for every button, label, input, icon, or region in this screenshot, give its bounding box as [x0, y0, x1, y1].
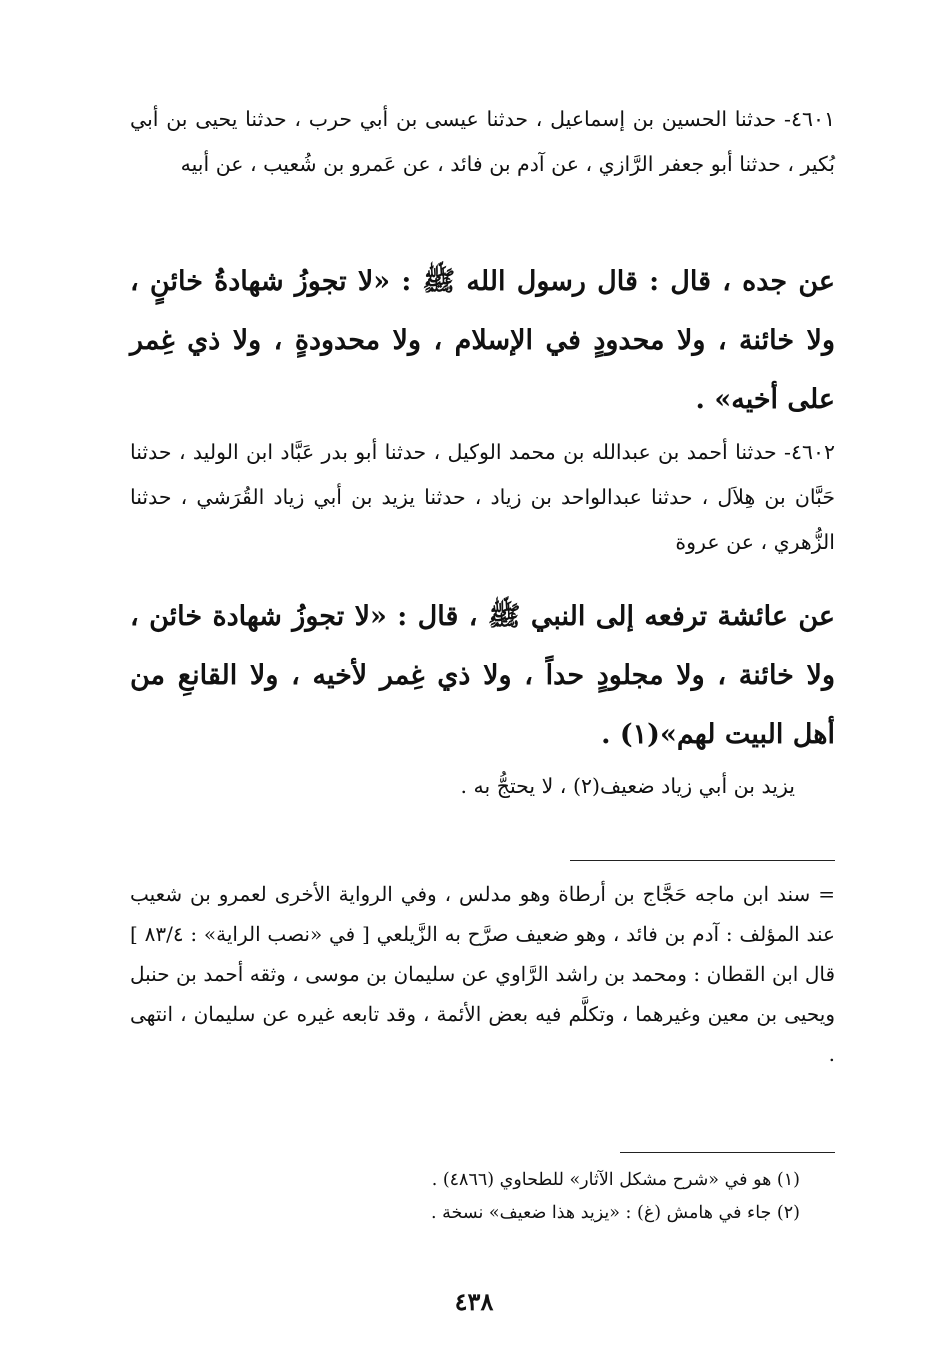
hadith-4601-matn: عن جده ، قال : قال رسول الله ﷺ : «لا تجوزُ شهادةُ خائنٍ ، ولا خائنة ، ولا محدودٍ في الإسلام ، ولا محدودةٍ ، ولا ذي غِمر على أخيه» . — [130, 266, 835, 415]
hadith-4602-isnad: ٤٦٠٢- حدثنا أحمد بن عبدالله بن محمد الوكيل ، حدثنا أبو بدر عَبَّاد ابن الوليد ، حدثنا حَبَّان بن هِلاَل ، حدثنا عبدالواحد بن زياد ، حدثنا يزيد بن أبي زياد القُرَشي ، حدثنا الزُّهري ، عن عروة — [130, 440, 835, 554]
hadith-4601-isnad: ٤٦٠١- حدثنا الحسين بن إسماعيل ، حدثنا عيسى بن أبي حرب ، حدثنا يحيى بن أبي بُكير ، حدثنا أبو جعفر الرَّازي ، عن آدم بن فائد ، عن عَمرو بن شُعيب ، عن أبيه — [130, 107, 835, 176]
hadith-4602-matn: عن عائشة ترفعه إلى النبي ﷺ ، قال : «لا تجوزُ شهادة خائن ، ولا خائنة ، ولا مجلودٍ حداً ، ولا ذي غِمر لأخيه ، ولا القانعِ من أهل البيت لهم»(١) . — [130, 601, 835, 750]
hadith-4602-comment: يزيد بن أبي زياد ضعيف(٢) ، لا يحتجُّ به . — [460, 774, 795, 798]
footnotes-list — [130, 1164, 835, 1230]
footnote-separator-2 — [620, 1152, 835, 1153]
footnote-separator — [570, 860, 835, 861]
footnote-2: (٢) جاء في هامش (غ) : «يزيد هذا ضعيف» نسخة . — [431, 1203, 800, 1223]
footnote-1: (١) هو في «شرح مشكل الآثار» للطحاوي (٤٨٦٦) . — [431, 1170, 800, 1190]
page-number: ٤٣٨ — [454, 1287, 494, 1316]
continued-footnote: = سند ابن ماجه حَجَّاج بن أرطاة وهو مدلس ، وفي الرواية الأخرى لعمرو بن شعيب عند المؤلف : آدم بن فائد ، وهو ضعيف صرَّح به الزَّيلعي [ في «نصب الراية» : ٨٣/٤ ] قال ابن القطان : ومحمد بن راشد الرَّاوي عن سليمان بن موسى ، وثقه أحمد بن حنبل ويحيى بن معين وغيرهما ، وتكلَّم فيه بعض الأئمة ، وقد تابعه غيره عن سليمان ، انتهى . — [130, 882, 835, 1066]
